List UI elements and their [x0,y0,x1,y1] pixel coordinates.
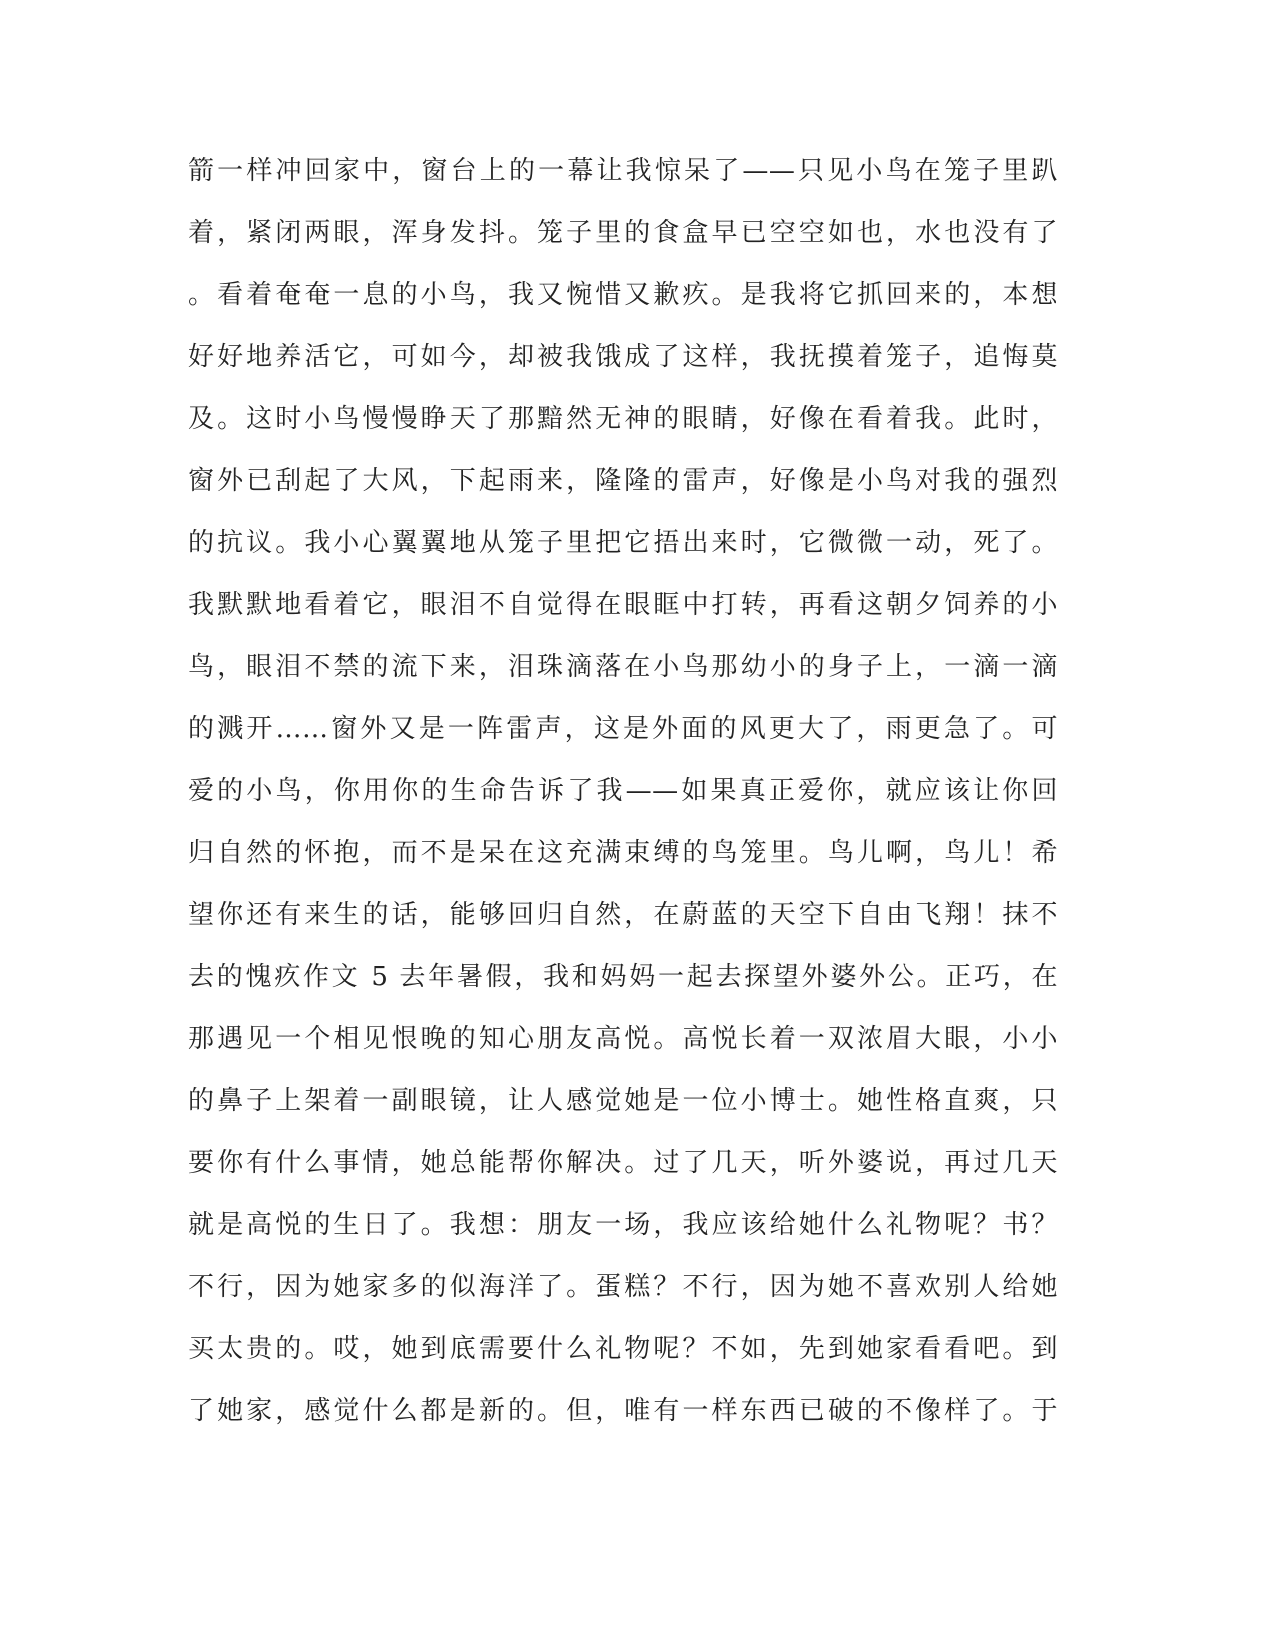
text-line: 归自然的怀抱，而不是呆在这充满束缚的鸟笼里。鸟儿啊，鸟儿！希 [188,838,1058,868]
text-line: 的抗议。我小心翼翼地从笼子里把它捂出来时，它微微一动，死了。 [188,528,1058,558]
text-line: 箭一样冲回家中，窗台上的一幕让我惊呆了——只见小鸟在笼子里趴 [188,156,1058,186]
text-line: 望你还有来生的话，能够回归自然，在蔚蓝的天空下自由飞翔！抹不 [188,900,1058,930]
text-line: 那遇见一个相见恨晚的知心朋友高悦。高悦长着一双浓眉大眼，小小 [188,1024,1058,1054]
text-line: 的鼻子上架着一副眼镜，让人感觉她是一位小博士。她性格直爽，只 [188,1086,1058,1116]
text-line: 不行，因为她家多的似海洋了。蛋糕？不行，因为她不喜欢别人给她 [188,1272,1058,1302]
text-line: 去的愧疚作文 5 去年暑假，我和妈妈一起去探望外婆外公。正巧，在 [188,962,1058,992]
text-line: 我默默地看着它，眼泪不自觉得在眼眶中打转，再看这朝夕饲养的小 [188,590,1058,620]
text-line: 好好地养活它，可如今，却被我饿成了这样，我抚摸着笼子，追悔莫 [188,342,1058,372]
text-line: 着，紧闭两眼，浑身发抖。笼子里的食盒早已空空如也，水也没有了 [188,218,1058,248]
text-line: 买太贵的。哎，她到底需要什么礼物呢？不如，先到她家看看吧。到 [188,1334,1058,1364]
text-line: 。看着奄奄一息的小鸟，我又惋惜又歉疚。是我将它抓回来的，本想 [188,280,1058,310]
text-line: 了她家，感觉什么都是新的。但，唯有一样东西已破的不像样了。于 [188,1396,1058,1426]
text-line: 爱的小鸟，你用你的生命告诉了我——如果真正爱你，就应该让你回 [188,776,1058,806]
text-line: 的溅开……窗外又是一阵雷声，这是外面的风更大了，雨更急了。可 [188,714,1058,744]
text-line: 窗外已刮起了大风，下起雨来，隆隆的雷声，好像是小鸟对我的强烈 [188,466,1058,496]
text-line: 鸟，眼泪不禁的流下来，泪珠滴落在小鸟那幼小的身子上，一滴一滴 [188,652,1058,682]
text-line: 就是高悦的生日了。我想：朋友一场，我应该给她什么礼物呢？书？ [188,1210,1058,1240]
body-text [188,140,1058,1442]
text-line: 要你有什么事情，她总能帮你解决。过了几天，听外婆说，再过几天 [188,1148,1058,1178]
text-line: 及。这时小鸟慢慢睁天了那黯然无神的眼睛，好像在看着我。此时， [188,404,1058,434]
